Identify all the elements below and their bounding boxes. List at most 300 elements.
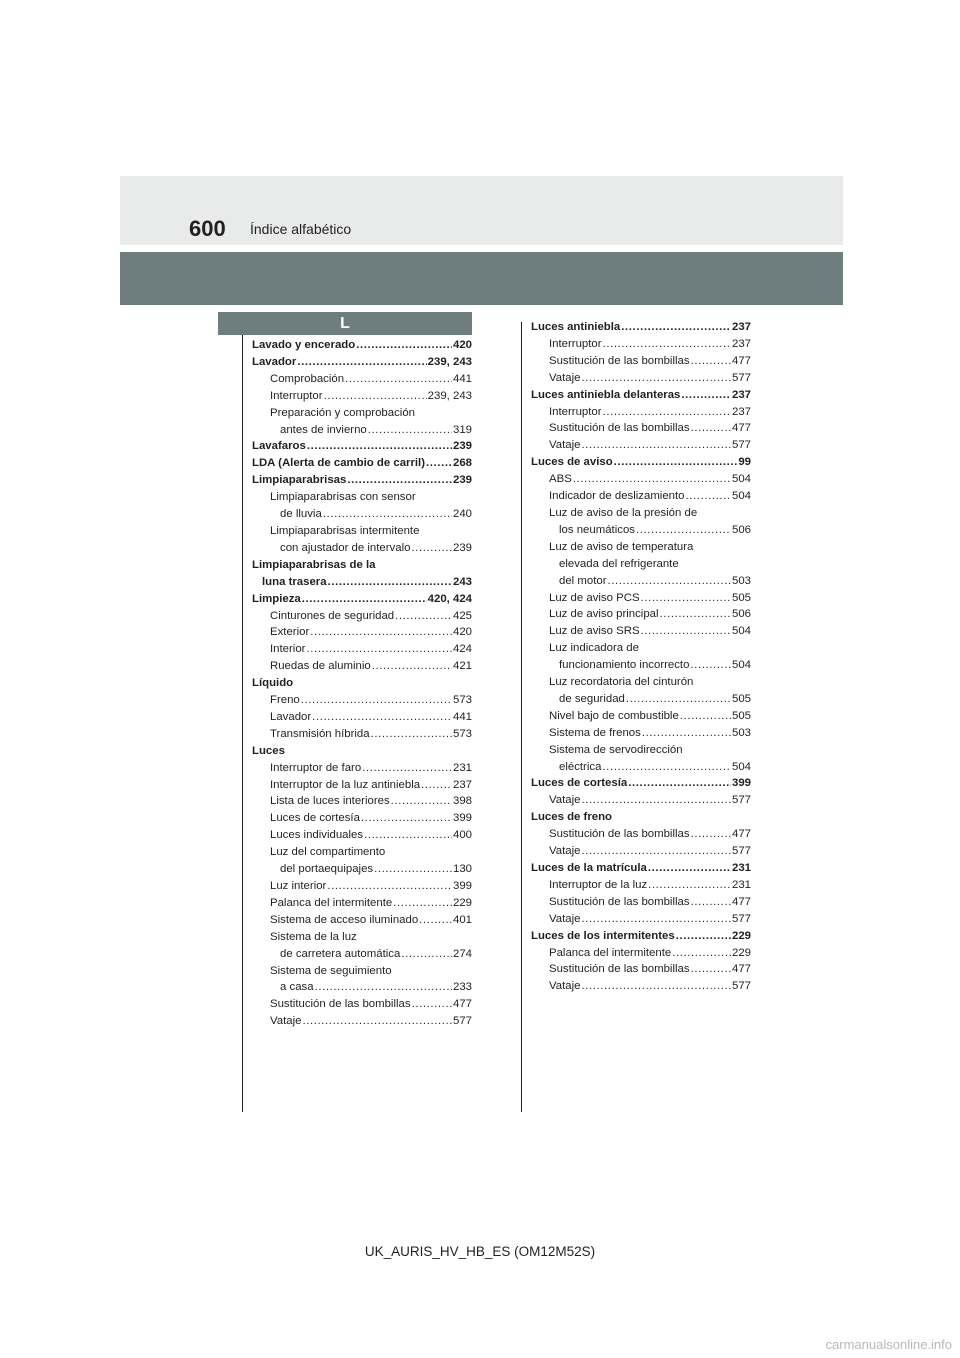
index-entry-term: Vataje (270, 1015, 302, 1028)
index-entry (531, 488, 751, 505)
index-entry (531, 775, 751, 792)
index-entry (252, 793, 472, 810)
index-entry-page[interactable]: 398 (452, 795, 472, 808)
dot-leader (691, 894, 731, 911)
index-entry (252, 658, 472, 675)
index-entry (252, 574, 472, 591)
index-entry-page[interactable]: 99 (738, 456, 751, 469)
dot-leader (621, 319, 731, 336)
index-entry-page[interactable]: 424 (452, 643, 472, 656)
index-entry-term: LDA (Alerta de cambio de carril) (252, 457, 426, 470)
index-entry-page[interactable]: 577 (731, 980, 751, 993)
dot-leader (306, 641, 452, 658)
index-entry-term: Lavafaros (252, 440, 306, 453)
index-entry-term: de seguridad (559, 692, 625, 705)
dot-leader (636, 522, 731, 539)
index-entry (252, 912, 472, 929)
dot-leader (426, 455, 452, 472)
index-entry-term: Luces de la matrícula (531, 862, 647, 874)
index-entry (252, 422, 472, 439)
index-entry (531, 590, 751, 607)
index-entry-term: Vataje (549, 912, 581, 925)
index-entry (531, 437, 751, 454)
index-entry-page[interactable]: 399 (452, 880, 472, 892)
index-entry-term: Sustitución de las bombillas (549, 963, 690, 976)
index-entry-page[interactable]: 505 (731, 591, 751, 604)
dot-leader (686, 488, 731, 505)
index-entry-page[interactable]: 420 (452, 339, 472, 351)
index-entry (531, 539, 751, 556)
index-entry (531, 911, 751, 928)
index-entry (531, 623, 751, 640)
section-title: Índice alfabético (250, 221, 352, 237)
index-entry (252, 455, 472, 472)
index-entry-term: Exterior (270, 626, 310, 639)
dot-leader (297, 354, 426, 371)
index-entry-term: del motor (559, 574, 607, 587)
index-entry (252, 1013, 472, 1030)
index-entry (531, 505, 751, 522)
dot-leader (371, 726, 452, 743)
index-entry (252, 709, 472, 726)
index-entry-page[interactable]: 577 (731, 439, 751, 452)
index-entry-page[interactable]: 477 (731, 963, 751, 976)
index-entry-page[interactable]: 233 (452, 981, 472, 994)
index-entry-page[interactable]: 401 (452, 913, 472, 926)
index-entry-term: del portaequipajes (280, 863, 374, 876)
index-entry-term: Sistema de acceso iluminado (270, 913, 419, 926)
index-entry-term: Sistema de frenos (549, 726, 641, 739)
dot-leader (614, 454, 738, 471)
index-entry (531, 319, 751, 336)
index-entry (252, 726, 472, 743)
dot-leader (356, 337, 452, 354)
dot-leader (691, 961, 731, 978)
index-entry-term: Luces (252, 744, 285, 757)
dot-leader (395, 608, 452, 625)
index-entry (252, 743, 472, 760)
index-entry (531, 336, 751, 353)
dot-leader (364, 827, 452, 844)
index-entry-term: Sustitución de las bombillas (549, 828, 690, 841)
index-entry (531, 928, 751, 945)
index-entry-page[interactable]: 231 (452, 761, 472, 774)
index-entry (252, 810, 472, 827)
index-entry-term: Limpiaparabrisas con sensor (270, 491, 416, 504)
dot-leader (642, 725, 731, 742)
index-entry-page[interactable]: 504 (731, 625, 751, 638)
dot-leader (573, 471, 731, 488)
index-entry (252, 354, 472, 371)
index-entry-term: Interruptor de la luz (549, 878, 648, 891)
index-entry (531, 353, 751, 370)
index-entry (531, 945, 751, 962)
dot-leader (660, 606, 731, 623)
index-entry (252, 946, 472, 963)
dot-leader (691, 420, 731, 437)
index-entry-term: Lavador (252, 355, 297, 368)
index-entry-page[interactable]: 319 (452, 423, 472, 436)
index-entry-term: Interior (270, 643, 306, 656)
dot-leader (581, 792, 731, 809)
index-entry-term: funcionamiento incorrecto (559, 659, 690, 672)
index-entry-term: Vataje (549, 371, 581, 384)
index-entry-page[interactable]: 268 (452, 457, 472, 470)
index-entry (531, 809, 751, 826)
index-entry-term: Luces de aviso (531, 456, 613, 469)
dot-leader (327, 878, 452, 895)
index-entry-page[interactable]: 577 (731, 794, 751, 807)
index-entry (252, 777, 472, 794)
index-entry (252, 878, 472, 895)
index-entry-page[interactable]: 237 (731, 337, 751, 350)
index-entry (252, 608, 472, 625)
index-entry (252, 438, 472, 455)
index-entry (252, 979, 472, 996)
index-entry (531, 708, 751, 725)
index-entry-term: Luz del compartimento (270, 846, 386, 859)
index-entry-page[interactable]: 503 (731, 574, 751, 587)
dot-leader (581, 911, 731, 928)
index-entry-term: Luz de aviso principal (549, 608, 659, 621)
dot-leader (401, 946, 452, 963)
column-rule-left (242, 335, 243, 1112)
index-entry-page[interactable]: 573 (452, 694, 472, 707)
index-entry (531, 606, 751, 623)
index-entry (531, 387, 751, 404)
index-entry (252, 472, 472, 489)
index-entry-term: Sustitución de las bombillas (270, 998, 411, 1011)
index-entry-page[interactable]: 420 (452, 626, 472, 639)
index-entry (531, 471, 751, 488)
index-entry-page[interactable]: 573 (452, 727, 472, 740)
index-entry-page[interactable]: 504 (731, 760, 751, 773)
dot-leader (626, 691, 731, 708)
dot-leader (374, 861, 452, 878)
dot-leader (607, 573, 731, 590)
index-entry-page[interactable]: 421 (452, 660, 472, 673)
index-entry-term: Interruptor (270, 389, 323, 402)
index-entry-page[interactable]: 399 (731, 777, 751, 790)
dot-leader (315, 979, 452, 996)
index-entry-term: Indicador de deslizamiento (549, 490, 685, 503)
index-entry-page[interactable]: 420, 424 (427, 592, 472, 605)
dot-leader (603, 336, 731, 353)
index-entry (252, 929, 472, 946)
index-entry (531, 860, 751, 877)
index-entry-page[interactable]: 577 (452, 1015, 472, 1028)
index-entry (252, 641, 472, 658)
index-entry (531, 674, 751, 691)
index-column-right (531, 319, 751, 995)
index-entry (531, 792, 751, 809)
index-entry (252, 371, 472, 388)
index-entry-term: Interruptor de la luz antiniebla (270, 778, 421, 791)
dot-leader (676, 928, 731, 945)
dot-leader (421, 777, 452, 794)
index-entry-page[interactable]: 231 (731, 862, 751, 874)
index-entry (252, 523, 472, 540)
index-entry (252, 388, 472, 405)
index-column-left (252, 337, 472, 1030)
index-entry-page[interactable]: 239 (452, 440, 472, 453)
index-entry (252, 895, 472, 912)
index-entry (531, 454, 751, 471)
header-dark-band (120, 252, 843, 305)
dot-leader (641, 623, 731, 640)
index-entry (252, 624, 472, 641)
index-entry (531, 691, 751, 708)
dot-leader (581, 437, 731, 454)
index-entry (252, 827, 472, 844)
index-entry-page[interactable]: 130 (452, 863, 472, 876)
index-entry-term: Luz indicadora de (549, 642, 639, 655)
header-band (120, 176, 843, 245)
dot-leader (641, 590, 731, 607)
index-entry-page[interactable]: 441 (452, 710, 472, 723)
index-entry (252, 996, 472, 1013)
index-entry-page[interactable]: 239 (452, 541, 472, 554)
dot-leader (581, 370, 731, 387)
index-entry-term: Vataje (549, 845, 581, 858)
dot-leader (324, 388, 427, 405)
index-entry (531, 522, 751, 539)
index-entry-page[interactable]: 504 (731, 490, 751, 503)
index-entry-page[interactable]: 577 (731, 912, 751, 925)
index-entry-page[interactable]: 477 (731, 828, 751, 841)
dot-leader (307, 438, 452, 455)
index-entry-term: Luz de aviso PCS (549, 591, 640, 604)
index-entry-page[interactable]: 229 (731, 929, 751, 942)
dot-leader (323, 506, 452, 523)
dot-leader (412, 996, 452, 1013)
dot-leader (603, 404, 731, 421)
index-entry-page[interactable]: 229 (452, 896, 472, 909)
index-entry (531, 404, 751, 421)
index-entry-term: Palanca del intermitente (549, 946, 672, 959)
index-entry (531, 978, 751, 995)
column-rule-right (521, 322, 522, 1112)
dot-leader (411, 540, 452, 557)
dot-leader (372, 658, 452, 675)
dot-leader (672, 945, 731, 962)
index-entry-term: Limpiaparabrisas intermitente (270, 524, 420, 537)
index-entry (252, 861, 472, 878)
index-entry-term: Sistema de servodirección (549, 743, 683, 756)
index-entry-page[interactable]: 239, 243 (427, 389, 472, 402)
index-entry-term: a casa (280, 981, 314, 994)
index-entry-page[interactable]: 504 (731, 473, 751, 486)
index-entry-page[interactable]: 239 (452, 474, 472, 487)
index-entry-term: con ajustador de intervalo (280, 541, 411, 554)
index-entry-term: Interruptor (549, 337, 602, 350)
index-entry-term: Freno (270, 694, 300, 707)
index-entry-term: Ruedas de aluminio (270, 660, 371, 673)
index-entry-page[interactable]: 477 (731, 895, 751, 908)
index-entry-page[interactable]: 503 (731, 726, 751, 739)
index-entry-term: Sistema de la luz (270, 930, 357, 943)
index-entry (531, 657, 751, 674)
index-entry-term: Sustitución de las bombillas (549, 354, 690, 367)
index-entry (252, 591, 472, 608)
index-entry (252, 963, 472, 980)
index-entry (252, 506, 472, 523)
index-entry (252, 557, 472, 574)
index-entry (252, 692, 472, 709)
index-entry-page[interactable]: 243 (452, 575, 472, 588)
dot-leader (368, 422, 452, 439)
dot-leader (347, 472, 452, 489)
index-entry-term: Nivel bajo de combustible (549, 709, 679, 722)
index-entry (252, 760, 472, 777)
index-entry-page[interactable]: 504 (731, 659, 751, 672)
index-entry-term: Limpiaparabrisas de la (252, 558, 376, 571)
index-entry-term: Luz interior (270, 880, 327, 892)
index-entry (531, 742, 751, 759)
index-entry-term: Luces de freno (531, 811, 613, 824)
index-entry-term: Interruptor (549, 405, 602, 418)
dot-leader (419, 912, 452, 929)
index-entry (531, 759, 751, 776)
index-entry-page[interactable]: 477 (452, 998, 472, 1011)
dot-leader (581, 843, 731, 860)
index-entry-term: los neumáticos (559, 523, 635, 536)
index-entry (531, 556, 751, 573)
dot-leader (310, 624, 452, 641)
dot-leader (648, 860, 731, 877)
index-entry-page[interactable]: 229 (731, 946, 751, 959)
index-entry-page[interactable]: 425 (452, 609, 472, 622)
index-entry-term: Lista de luces interiores (270, 795, 390, 808)
dot-leader (328, 574, 452, 591)
document-code-footer: UK_AURIS_HV_HB_ES (OM12M52S) (364, 1244, 596, 1259)
index-entry (531, 725, 751, 742)
watermark: carmanualsonline.info (825, 1337, 952, 1352)
dot-leader (691, 826, 731, 843)
index-entry-term: de carretera automática (280, 947, 401, 960)
index-entry-page[interactable]: 506 (731, 523, 751, 536)
index-entry-term: Luces de los intermitentes (531, 929, 675, 942)
index-entry-page[interactable]: 400 (452, 829, 472, 842)
index-entry-term: Vataje (549, 794, 581, 807)
index-entry-term: Limpieza (252, 592, 301, 605)
index-entry (531, 826, 751, 843)
index-entry (531, 961, 751, 978)
index-entry-page[interactable]: 240 (452, 508, 472, 521)
index-entry-term: Sustitución de las bombillas (549, 895, 690, 908)
dot-leader (602, 759, 731, 776)
index-entry-term: Vataje (549, 980, 581, 993)
index-entry-page[interactable]: 505 (731, 709, 751, 722)
index-entry-page[interactable]: 577 (731, 371, 751, 384)
index-entry-page[interactable]: 506 (731, 608, 751, 621)
index-entry-term: Luz recordatoria del cinturón (549, 676, 694, 689)
index-entry-page[interactable]: 237 (731, 405, 751, 418)
index-entry-term: Luces antiniebla (531, 321, 621, 333)
dot-leader (362, 760, 452, 777)
index-entry-page[interactable]: 399 (452, 812, 472, 825)
index-entry-term: luna trasera (262, 575, 327, 588)
index-entry-term: antes de invierno (280, 423, 367, 436)
index-entry (252, 405, 472, 422)
index-entry-term: ABS (549, 473, 572, 486)
index-entry (531, 894, 751, 911)
index-entry-page[interactable]: 274 (452, 947, 472, 960)
dot-leader (681, 387, 731, 404)
index-entry-term: Interruptor de faro (270, 761, 362, 774)
index-entry (252, 675, 472, 692)
dot-leader (361, 810, 452, 827)
dot-leader (680, 708, 731, 725)
dot-leader (690, 657, 731, 674)
page-number: 600 (189, 216, 226, 241)
index-entry-term: Preparación y comprobación (270, 406, 415, 419)
index-entry (252, 489, 472, 506)
dot-leader (581, 978, 731, 995)
dot-leader (301, 692, 452, 709)
index-entry (531, 370, 751, 387)
index-entry-term: elevada del refrigerante (559, 557, 679, 570)
index-entry-term: Luz de aviso de temperatura (549, 540, 694, 553)
index-entry-term: Luces de cortesía (531, 777, 628, 790)
index-entry-page[interactable]: 237 (452, 778, 472, 791)
dot-leader (393, 895, 452, 912)
index-entry (531, 877, 751, 894)
index-entry-term: Lavador (270, 710, 312, 723)
index-entry-term: Lavado y encerado (252, 339, 356, 351)
dot-leader (628, 775, 731, 792)
index-entry (252, 337, 472, 354)
index-letter-tab: L (218, 312, 472, 335)
index-entry-term: Luces antiniebla delanteras (531, 388, 681, 401)
index-entry-page[interactable]: 237 (731, 388, 751, 401)
index-entry-term: Luz de aviso SRS (549, 625, 640, 638)
index-entry (531, 843, 751, 860)
index-entry-page[interactable]: 237 (731, 321, 751, 333)
index-entry (252, 540, 472, 557)
index-entry (531, 640, 751, 657)
index-entry-page[interactable]: 239, 243 (427, 355, 472, 368)
dot-leader (345, 371, 452, 388)
index-entry (531, 573, 751, 590)
dot-leader (302, 591, 427, 608)
index-entry-page[interactable]: 231 (731, 878, 751, 891)
index-entry-term: Líquido (252, 677, 294, 690)
index-entry (531, 420, 751, 437)
dot-leader (302, 1013, 452, 1030)
index-entry-term: Comprobación (270, 372, 345, 385)
index-entry-page[interactable]: 505 (731, 692, 751, 705)
index-entry-term: Sustitución de las bombillas (549, 422, 690, 435)
index-entry-term: Limpiaparabrisas (252, 474, 347, 487)
dot-leader (391, 793, 452, 810)
index-entry-term: Luces individuales (270, 829, 364, 842)
index-entry-term: Vataje (549, 439, 581, 452)
index-entry-term: Cinturones de seguridad (270, 609, 395, 622)
index-entry-term: Sistema de seguimiento (270, 964, 392, 977)
index-entry-term: Luces de cortesía (270, 812, 360, 825)
index-entry-term: Transmisión híbrida (270, 727, 370, 740)
index-entry-term: Luz de aviso de la presión de (549, 506, 698, 519)
index-entry-page[interactable]: 577 (731, 845, 751, 858)
index-entry-page[interactable]: 477 (731, 354, 751, 367)
index-entry-page[interactable]: 441 (452, 372, 472, 385)
dot-leader (691, 353, 731, 370)
index-entry-term: eléctrica (559, 760, 602, 773)
index-entry-page[interactable]: 477 (731, 422, 751, 435)
index-entry-term: de lluvia (280, 508, 322, 521)
index-entry-term: Palanca del intermitente (270, 896, 393, 909)
